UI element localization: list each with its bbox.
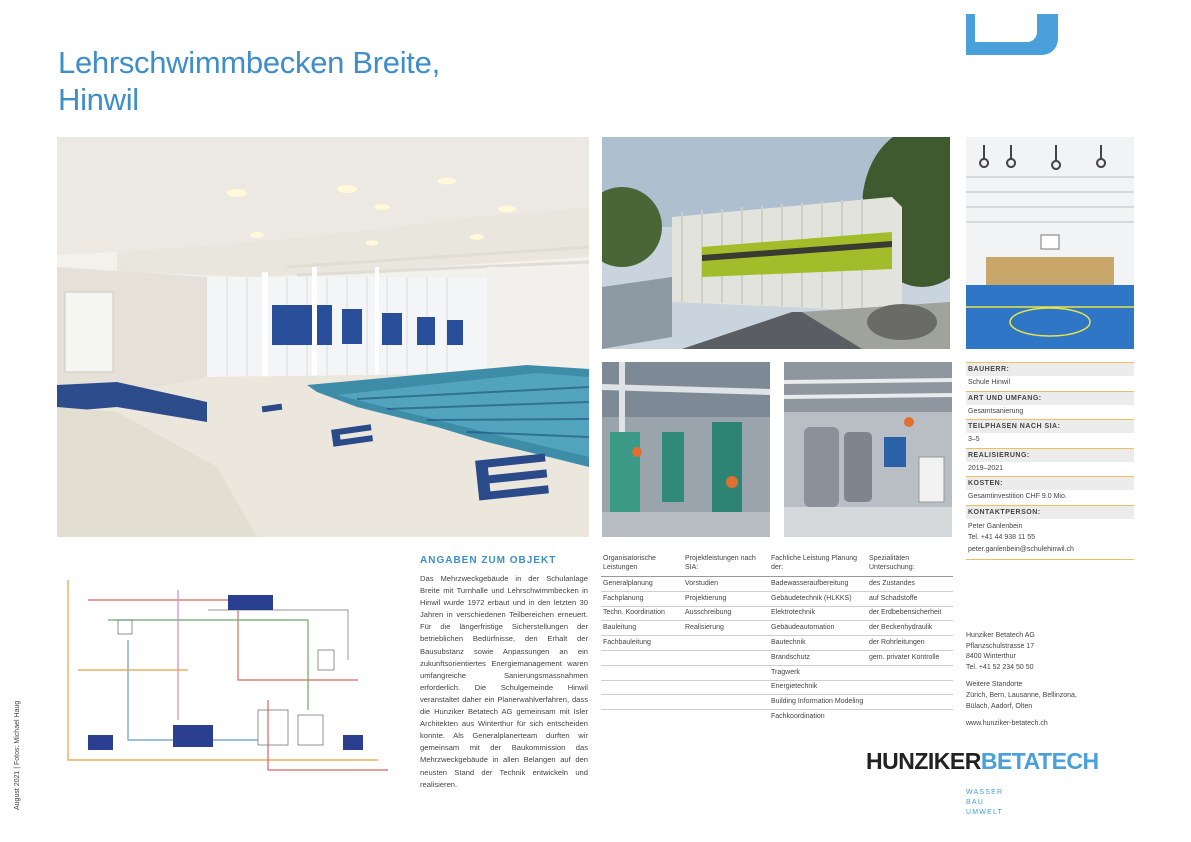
contact-block <box>966 519 1134 558</box>
client-label: BAUHERR: <box>966 362 1134 376</box>
client-value: Schule Hinwil <box>968 379 1011 386</box>
wordmark-part1: HUNZIKER <box>866 748 981 774</box>
title-line-1: Lehrschwimmbecken Breite, <box>58 45 440 80</box>
scope-value: Gesamtsanierung <box>968 407 1024 415</box>
table-cell: Realisierung <box>683 621 769 636</box>
realization-label: REALISIERUNG: <box>966 448 1134 462</box>
technical-room-photo <box>602 362 770 537</box>
contact-phone: Tel. +41 44 938 11 55 <box>968 534 1036 541</box>
hydraulic-schematic-diagram <box>58 560 398 790</box>
more-locations-label: Weitere Standorte <box>966 681 1023 689</box>
contact-email[interactable]: peter.ganlenbein@schulehinwil.ch <box>968 545 1074 553</box>
divider <box>966 559 1134 560</box>
table-row <box>601 695 953 710</box>
company-phone: Tel. +41 52 234 50 50 <box>966 663 1034 671</box>
project-facts <box>966 362 1134 560</box>
table-cell: Brandschutz <box>769 650 867 665</box>
realization-value: 2019–2021 <box>968 464 1004 472</box>
table-cell <box>867 695 953 710</box>
table-cell <box>601 650 683 665</box>
photo-credit: August 2021 | Fotos: Michael Haug <box>14 700 21 810</box>
services-table <box>601 553 953 724</box>
company-city: 8400 Winterthur <box>966 653 1016 661</box>
building-exterior-photo <box>602 137 950 349</box>
table-header-row <box>601 553 953 577</box>
table-cell: Vorstudien <box>683 577 769 592</box>
table-row <box>601 650 953 665</box>
table-row <box>601 636 953 651</box>
table-cell <box>867 665 953 680</box>
table-cell <box>683 680 769 695</box>
scope-label: ART UND UMFANG: <box>966 391 1134 405</box>
brand-tagline <box>966 788 1003 818</box>
table-cell: Gebäudeautomation <box>769 621 867 636</box>
table-cell: Fachplanung <box>601 591 683 606</box>
indoor-pool-photo <box>57 137 589 537</box>
company-name: Hunziker Betatech AG <box>966 632 1035 639</box>
table-cell: der Beckenhydraulik <box>867 621 953 636</box>
table-cell <box>683 710 769 725</box>
table-cell: Techn. Koordination <box>601 606 683 621</box>
table-cell: Projektierung <box>683 591 769 606</box>
contact-label: KONTAKTPERSON: <box>966 505 1134 519</box>
gymnasium-photo <box>966 137 1134 349</box>
website-link[interactable]: www.hunziker-betatech.ch <box>966 720 1048 728</box>
hunziker-d-mark-icon <box>966 14 1058 55</box>
phases-label: TEILPHASEN NACH SIA: <box>966 419 1134 433</box>
tagline-line: WASSER <box>966 789 1004 796</box>
table-cell <box>601 665 683 680</box>
table-row <box>601 591 953 606</box>
table-cell: der Rohrleitungen <box>867 636 953 651</box>
tagline-line: BAU <box>966 799 984 806</box>
table-cell: auf Schadstoffe <box>867 591 953 606</box>
table-cell: der Erdbebensicherheit <box>867 606 953 621</box>
table-cell: Bauleitung <box>601 621 683 636</box>
table-row <box>601 621 953 636</box>
table-cell: Generalplanung <box>601 577 683 592</box>
table-cell <box>601 710 683 725</box>
cost-value: Gesamtinvestition CHF 9.0 Mio. <box>968 493 1067 500</box>
table-row <box>601 577 953 592</box>
table-cell <box>867 680 953 695</box>
col-header: Spezialitäten Untersuchung: <box>867 553 953 577</box>
company-address <box>966 631 1077 730</box>
cost-label: KOSTEN: <box>966 476 1134 490</box>
table-cell: gem. privater Kontrolle <box>867 650 953 665</box>
table-cell: Ausschreibung <box>683 606 769 621</box>
table-cell: Energietechnik <box>769 680 867 695</box>
table-cell <box>601 680 683 695</box>
table-cell: des Zustandes <box>867 577 953 592</box>
table-cell <box>683 650 769 665</box>
table-cell <box>867 710 953 725</box>
table-cell <box>683 695 769 710</box>
company-street: Pflanzschulstrasse 17 <box>966 642 1035 650</box>
table-row <box>601 665 953 680</box>
col-header: Fachliche Leistung Planung der: <box>769 553 867 577</box>
filtration-room-photo <box>784 362 952 537</box>
wordmark-part2: BETATECH <box>980 748 1099 774</box>
phases-value: 3–5 <box>968 436 980 443</box>
table-cell: Building Information Modeling <box>769 695 867 710</box>
object-description: Das Mehrzweckgebäude in der Schulanlage Breite mit Turnhalle und Lehrschwimmbecken in Hinwil wurde 1972 erbaut und in den letzten 30 Jahren in verschiedenen Teilbereichen erneuert. Für die längerfristige Sicherstellungen der betrieblichen Bedürfnisse, den Erhalt der Bausubstanz sowie Anpassungen an ein zukunftsorientiertes Energiemanagement waren umfangreiche Sanierungsmassnahmen erforderlich. Die Schulgemeinde Hinwil veranstaltet daher ein Planerwahlverfahren, dass die Hunziker Betatech AG gemeinsam mit Isler Architekten aus Winterthur für sich entscheiden konnte. Als Generalplanerteam durften wir gemeinsam mit der Baukommission das Mehrzweckgebäude in allen Belangen auf den neusten Stand der Technik entwickeln und realisieren. <box>420 574 588 789</box>
more-locations-line1: Zürich, Bern, Lausanne, Bellinzona, <box>966 691 1077 699</box>
tagline-line: UMWELT <box>966 809 1004 816</box>
table-cell: Elektrotechnik <box>769 606 867 621</box>
table-cell <box>683 636 769 651</box>
table-cell: Badewasseraufbereitung <box>769 577 867 592</box>
table-row <box>601 606 953 621</box>
title-line-2: Hinwil <box>58 82 139 117</box>
table-row <box>601 710 953 725</box>
company-wordmark <box>866 748 1099 775</box>
col-header: Organisatorische Leistungen <box>601 553 683 577</box>
table-cell: Bautechnik <box>769 636 867 651</box>
contact-name: Peter Ganlenbein <box>968 522 1023 530</box>
table-cell: Fachkoordination <box>769 710 867 725</box>
table-cell <box>601 695 683 710</box>
table-cell <box>683 665 769 680</box>
table-row <box>601 680 953 695</box>
page-title <box>58 44 440 118</box>
more-locations-line2: Bülach, Aadorf, Olten <box>966 702 1033 710</box>
table-cell: Tragwerk <box>769 665 867 680</box>
table-cell: Fachbauleitung <box>601 636 683 651</box>
table-cell: Gebäudetechnik (HLKKS) <box>769 591 867 606</box>
object-heading: ANGABEN ZUM OBJEKT <box>420 555 557 566</box>
col-header: Projektleistungen nach SIA: <box>683 553 769 577</box>
